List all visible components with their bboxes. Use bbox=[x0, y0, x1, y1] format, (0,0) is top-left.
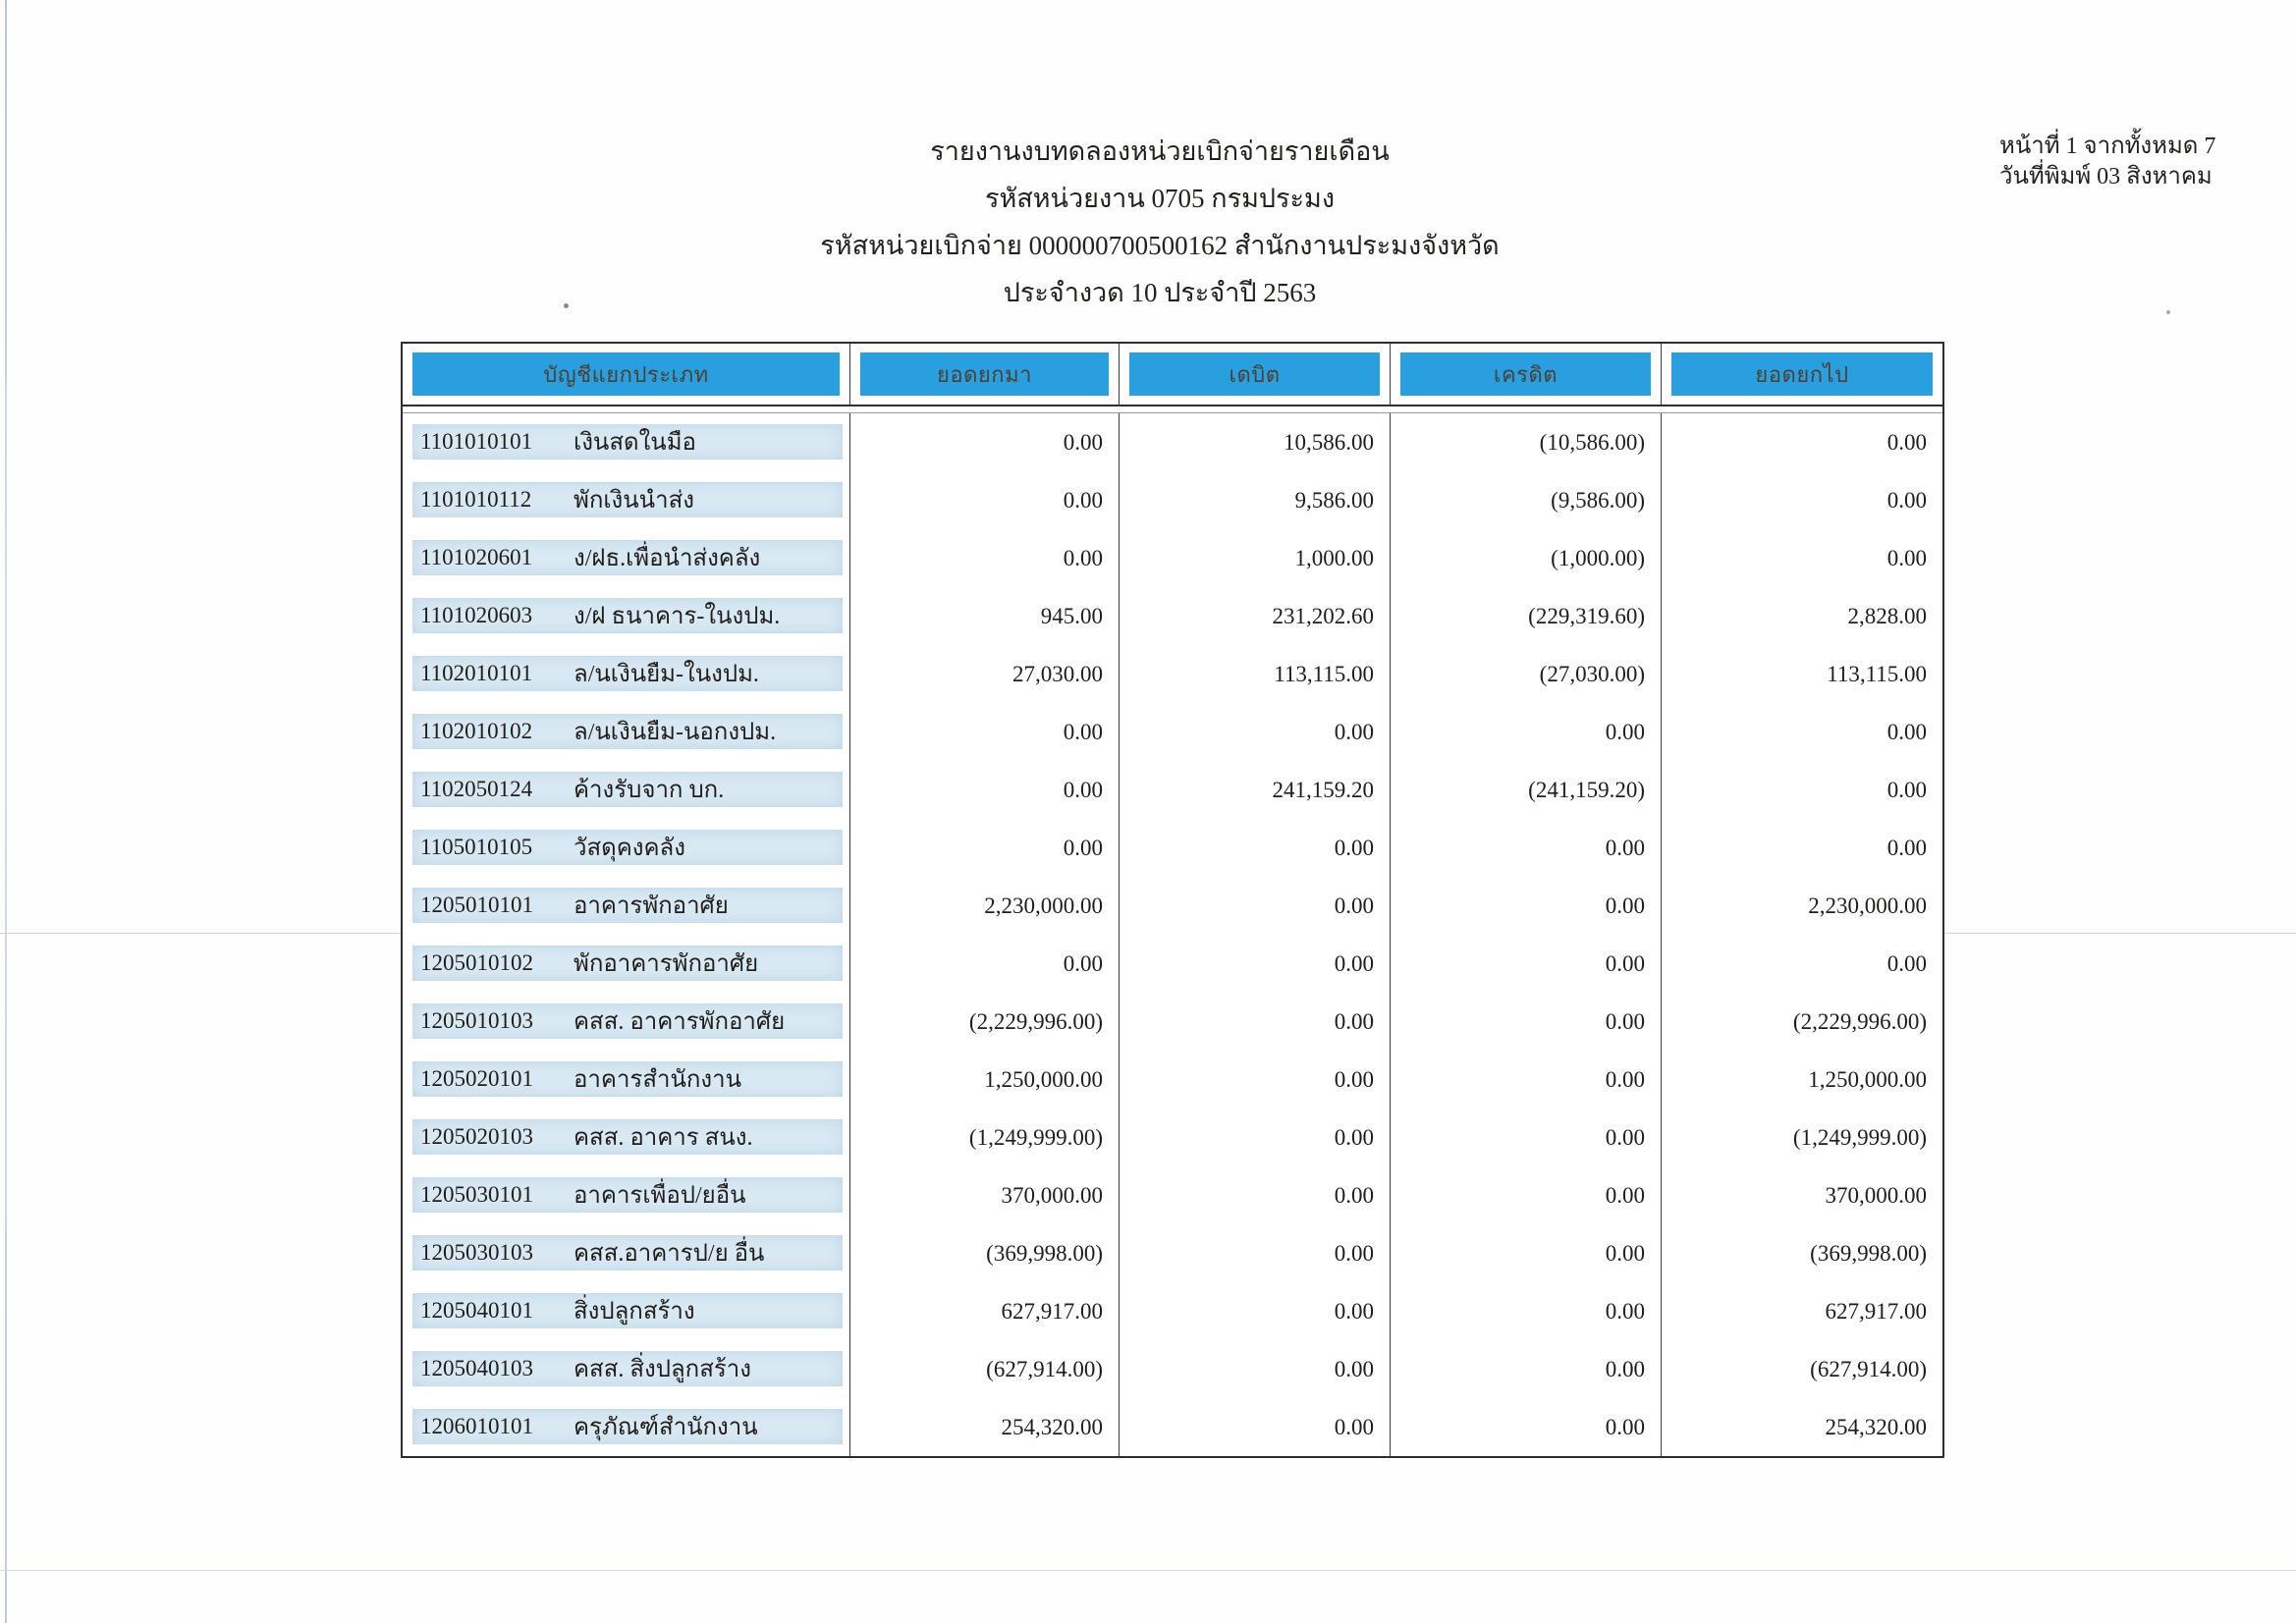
agency-code-line: รหัสหน่วยงาน 0705 กรมประมง bbox=[984, 184, 1336, 213]
brought-forward-cell: 0.00 bbox=[850, 471, 1120, 529]
brought-forward-cell: 945.00 bbox=[850, 587, 1120, 645]
table-row bbox=[403, 471, 1942, 529]
credit-cell: 0.00 bbox=[1391, 703, 1662, 761]
account-cell bbox=[403, 587, 850, 645]
account-cell bbox=[403, 413, 850, 471]
page-info bbox=[1999, 132, 2294, 192]
table-row bbox=[403, 935, 1942, 993]
brought-forward-cell: 0.00 bbox=[850, 819, 1120, 877]
carried-forward-cell: 0.00 bbox=[1886, 545, 1927, 570]
account-code: 1205010102 bbox=[420, 949, 533, 975]
account-highlight-band bbox=[412, 946, 843, 981]
account-cell bbox=[403, 645, 850, 703]
credit-cell: 0.00 bbox=[1391, 1109, 1662, 1166]
credit-cell: (27,030.00) bbox=[1391, 645, 1662, 703]
account-name: ง/ฝธ.เพื่อนำส่งคลัง bbox=[574, 546, 761, 571]
header-label: ยอดยกไป bbox=[1671, 352, 1933, 396]
brought-forward-cell: 0.00 bbox=[850, 529, 1120, 587]
header-label: ยอดยกมา bbox=[860, 352, 1109, 396]
account-code: 1102050124 bbox=[420, 776, 533, 801]
table-row bbox=[403, 703, 1942, 761]
debit-cell: 241,159.20 bbox=[1120, 761, 1391, 819]
account-code: 1101020601 bbox=[420, 544, 533, 569]
account-code: 1205010103 bbox=[420, 1007, 533, 1033]
account-name: คสส.อาคารป/ย อื่น bbox=[574, 1241, 765, 1267]
carried-forward-cell: 0.00 bbox=[1886, 777, 1927, 802]
debit-cell: 231,202.60 bbox=[1120, 587, 1391, 645]
scan-speck bbox=[2166, 310, 2170, 314]
brought-forward-cell: 0.00 bbox=[850, 761, 1120, 819]
credit-cell: (1,000.00) bbox=[1391, 529, 1662, 587]
carried-forward-cell: (627,914.00) bbox=[1810, 1356, 1927, 1381]
account-code: 1102010102 bbox=[420, 718, 533, 743]
account-name: ค้างรับจาก บก. bbox=[574, 778, 725, 803]
debit-cell: 0.00 bbox=[1120, 1109, 1391, 1166]
account-highlight-band bbox=[412, 656, 843, 691]
carried-forward-cell: 2,230,000.00 bbox=[1808, 893, 1927, 918]
account-highlight-band bbox=[412, 714, 843, 749]
account-highlight-band bbox=[412, 424, 843, 460]
account-cell bbox=[403, 1109, 850, 1166]
account-code: 1205040101 bbox=[420, 1297, 533, 1323]
table-body bbox=[403, 413, 1942, 1456]
carried-forward-cell: (1,249,999.00) bbox=[1792, 1124, 1927, 1150]
table-row bbox=[403, 1109, 1942, 1166]
carried-forward-cell: (369,998.00) bbox=[1810, 1240, 1927, 1266]
account-name: เงินสดในมือ bbox=[574, 430, 696, 456]
table-row bbox=[403, 1166, 1942, 1224]
account-highlight-band bbox=[412, 1177, 843, 1213]
header-credit-column bbox=[1391, 344, 1662, 405]
table-row bbox=[403, 877, 1942, 935]
header-carried-forward-column bbox=[1662, 344, 1942, 405]
brought-forward-cell: 27,030.00 bbox=[850, 645, 1120, 703]
account-name: สิ่งปลูกสร้าง bbox=[574, 1299, 695, 1325]
page-number: หน้าที่ 1 จากทั้งหมด 7 bbox=[1999, 134, 2216, 159]
table-row bbox=[403, 761, 1942, 819]
carried-forward-cell: 0.00 bbox=[1886, 487, 1927, 513]
account-highlight-band bbox=[412, 540, 843, 575]
brought-forward-cell: 0.00 bbox=[850, 935, 1120, 993]
credit-cell: (9,586.00) bbox=[1391, 471, 1662, 529]
account-cell bbox=[403, 1166, 850, 1224]
header-label: บัญชีแยกประเภท bbox=[412, 352, 840, 396]
account-cell bbox=[403, 529, 850, 587]
account-highlight-band bbox=[412, 888, 843, 923]
account-highlight-band bbox=[412, 1003, 843, 1039]
account-highlight-band bbox=[412, 772, 843, 807]
account-code: 1101010101 bbox=[420, 428, 533, 454]
debit-cell: 113,115.00 bbox=[1120, 645, 1391, 703]
debit-cell: 0.00 bbox=[1120, 877, 1391, 935]
debit-cell: 0.00 bbox=[1120, 1051, 1391, 1109]
table-row bbox=[403, 819, 1942, 877]
carried-forward-cell: 0.00 bbox=[1886, 835, 1927, 860]
brought-forward-cell: (369,998.00) bbox=[850, 1224, 1120, 1282]
account-code: 1205010101 bbox=[420, 892, 533, 917]
account-name: คสส. อาคาร สนง. bbox=[574, 1125, 753, 1151]
table-row bbox=[403, 1224, 1942, 1282]
account-cell bbox=[403, 819, 850, 877]
account-cell bbox=[403, 935, 850, 993]
account-highlight-band bbox=[412, 1235, 843, 1271]
carried-forward-cell: (2,229,996.00) bbox=[1792, 1008, 1927, 1034]
debit-cell: 1,000.00 bbox=[1120, 529, 1391, 587]
account-name: ครุภัณฑ์สำนักงาน bbox=[574, 1415, 758, 1440]
header-label: เครดิต bbox=[1400, 352, 1651, 396]
table-row bbox=[403, 1282, 1942, 1340]
account-cell bbox=[403, 471, 850, 529]
table-row bbox=[403, 1340, 1942, 1398]
debit-cell: 0.00 bbox=[1120, 1398, 1391, 1456]
credit-cell: 0.00 bbox=[1391, 877, 1662, 935]
account-name: ล/นเงินยืม-นอกงปม. bbox=[574, 720, 777, 745]
account-name: คสส. สิ่งปลูกสร้าง bbox=[574, 1357, 751, 1382]
debit-cell: 10,586.00 bbox=[1120, 413, 1391, 471]
credit-cell: 0.00 bbox=[1391, 1224, 1662, 1282]
debit-cell: 0.00 bbox=[1120, 1224, 1391, 1282]
debit-cell: 9,586.00 bbox=[1120, 471, 1391, 529]
debit-cell: 0.00 bbox=[1120, 935, 1391, 993]
scan-blue-line-artifact bbox=[0, 1570, 2296, 1571]
account-cell bbox=[403, 1340, 850, 1398]
account-cell bbox=[403, 1282, 850, 1340]
credit-cell: 0.00 bbox=[1391, 1398, 1662, 1456]
account-highlight-band bbox=[412, 1409, 843, 1444]
account-name: อาคารเพื่อป/ยอื่น bbox=[574, 1183, 746, 1209]
table-row bbox=[403, 587, 1942, 645]
header-debit-column bbox=[1120, 344, 1391, 405]
account-highlight-band bbox=[412, 830, 843, 865]
account-name: คสส. อาคารพักอาศัย bbox=[574, 1009, 786, 1035]
period-line: ประจำงวด 10 ประจำปี 2563 bbox=[1003, 278, 1317, 307]
carried-forward-cell: 0.00 bbox=[1886, 429, 1927, 455]
header-brought-forward-column bbox=[850, 344, 1120, 405]
account-name: พักเงินนำส่ง bbox=[574, 488, 694, 514]
debit-cell: 0.00 bbox=[1120, 703, 1391, 761]
account-highlight-band bbox=[412, 1293, 843, 1328]
carried-forward-cell: 370,000.00 bbox=[1825, 1182, 1927, 1208]
report-header bbox=[500, 128, 1820, 316]
account-code: 1205020101 bbox=[420, 1065, 533, 1091]
account-cell bbox=[403, 1051, 850, 1109]
account-highlight-band bbox=[412, 1351, 843, 1386]
credit-cell: 0.00 bbox=[1391, 1166, 1662, 1224]
debit-cell: 0.00 bbox=[1120, 1282, 1391, 1340]
carried-forward-cell: 2,828.00 bbox=[1847, 603, 1927, 628]
credit-cell: 0.00 bbox=[1391, 935, 1662, 993]
account-cell bbox=[403, 1224, 850, 1282]
table-row bbox=[403, 529, 1942, 587]
header-account-column bbox=[403, 344, 850, 405]
carried-forward-cell: 113,115.00 bbox=[1827, 661, 1927, 686]
account-cell bbox=[403, 703, 850, 761]
account-name: อาคารสำนักงาน bbox=[574, 1067, 741, 1093]
brought-forward-cell: (1,249,999.00) bbox=[850, 1109, 1120, 1166]
account-name: ง/ฝ ธนาคาร-ในงปม. bbox=[574, 604, 781, 629]
trial-balance-table bbox=[401, 342, 1944, 1458]
table-header-row bbox=[403, 344, 1942, 406]
account-code: 1102010101 bbox=[420, 660, 533, 685]
account-highlight-band bbox=[412, 598, 843, 633]
account-highlight-band bbox=[412, 1061, 843, 1097]
debit-cell: 0.00 bbox=[1120, 1340, 1391, 1398]
credit-cell: (241,159.20) bbox=[1391, 761, 1662, 819]
carried-forward-cell: 1,250,000.00 bbox=[1808, 1066, 1927, 1092]
account-cell bbox=[403, 877, 850, 935]
account-cell bbox=[403, 993, 850, 1051]
header-double-rule bbox=[403, 406, 1942, 413]
credit-cell: (229,319.60) bbox=[1391, 587, 1662, 645]
header-label: เดบิต bbox=[1129, 352, 1380, 396]
brought-forward-cell: 0.00 bbox=[850, 413, 1120, 471]
credit-cell: 0.00 bbox=[1391, 993, 1662, 1051]
table-row bbox=[403, 645, 1942, 703]
account-cell bbox=[403, 1398, 850, 1456]
account-name: พักอาคารพักอาศัย bbox=[574, 951, 759, 977]
brought-forward-cell: 0.00 bbox=[850, 703, 1120, 761]
credit-cell: (10,586.00) bbox=[1391, 413, 1662, 471]
brought-forward-cell: (627,914.00) bbox=[850, 1340, 1120, 1398]
account-code: 1105010105 bbox=[420, 834, 533, 859]
account-code: 1205040103 bbox=[420, 1355, 533, 1380]
debit-cell: 0.00 bbox=[1120, 993, 1391, 1051]
account-cell bbox=[403, 761, 850, 819]
carried-forward-cell: 0.00 bbox=[1886, 950, 1927, 976]
disbursement-unit-line: รหัสหน่วยเบิกจ่าย 000000700500162 สำนักงานประมงจังหวัด bbox=[820, 231, 1500, 260]
account-highlight-band bbox=[412, 1119, 843, 1155]
brought-forward-cell: (2,229,996.00) bbox=[850, 993, 1120, 1051]
table-row bbox=[403, 413, 1942, 471]
brought-forward-cell: 370,000.00 bbox=[850, 1166, 1120, 1224]
print-date: วันที่พิมพ์ 03 สิงหาคม bbox=[1999, 164, 2213, 189]
account-code: 1206010101 bbox=[420, 1413, 533, 1438]
carried-forward-cell: 254,320.00 bbox=[1825, 1414, 1927, 1439]
account-code: 1205020103 bbox=[420, 1123, 533, 1149]
account-code: 1205030103 bbox=[420, 1239, 533, 1265]
debit-cell: 0.00 bbox=[1120, 1166, 1391, 1224]
credit-cell: 0.00 bbox=[1391, 1051, 1662, 1109]
account-code: 1101010112 bbox=[420, 486, 532, 512]
credit-cell: 0.00 bbox=[1391, 1340, 1662, 1398]
table-row bbox=[403, 1398, 1942, 1456]
credit-cell: 0.00 bbox=[1391, 819, 1662, 877]
brought-forward-cell: 627,917.00 bbox=[850, 1282, 1120, 1340]
brought-forward-cell: 1,250,000.00 bbox=[850, 1051, 1120, 1109]
scan-edge-artifact bbox=[5, 0, 7, 1623]
credit-cell: 0.00 bbox=[1391, 1282, 1662, 1340]
report-title: รายงานงบทดลองหน่วยเบิกจ่ายรายเดือน bbox=[930, 136, 1390, 166]
brought-forward-cell: 254,320.00 bbox=[850, 1398, 1120, 1456]
account-code: 1205030101 bbox=[420, 1181, 533, 1207]
account-name: ล/นเงินยืม-ในงปม. bbox=[574, 662, 759, 687]
account-name: อาคารพักอาศัย bbox=[574, 893, 729, 919]
carried-forward-cell: 627,917.00 bbox=[1825, 1298, 1927, 1324]
debit-cell: 0.00 bbox=[1120, 819, 1391, 877]
brought-forward-cell: 2,230,000.00 bbox=[850, 877, 1120, 935]
table-row bbox=[403, 1051, 1942, 1109]
carried-forward-cell: 0.00 bbox=[1886, 719, 1927, 744]
account-code: 1101020603 bbox=[420, 602, 533, 627]
account-highlight-band bbox=[412, 482, 843, 517]
table-row bbox=[403, 993, 1942, 1051]
account-name: วัสดุคงคลัง bbox=[574, 836, 685, 861]
